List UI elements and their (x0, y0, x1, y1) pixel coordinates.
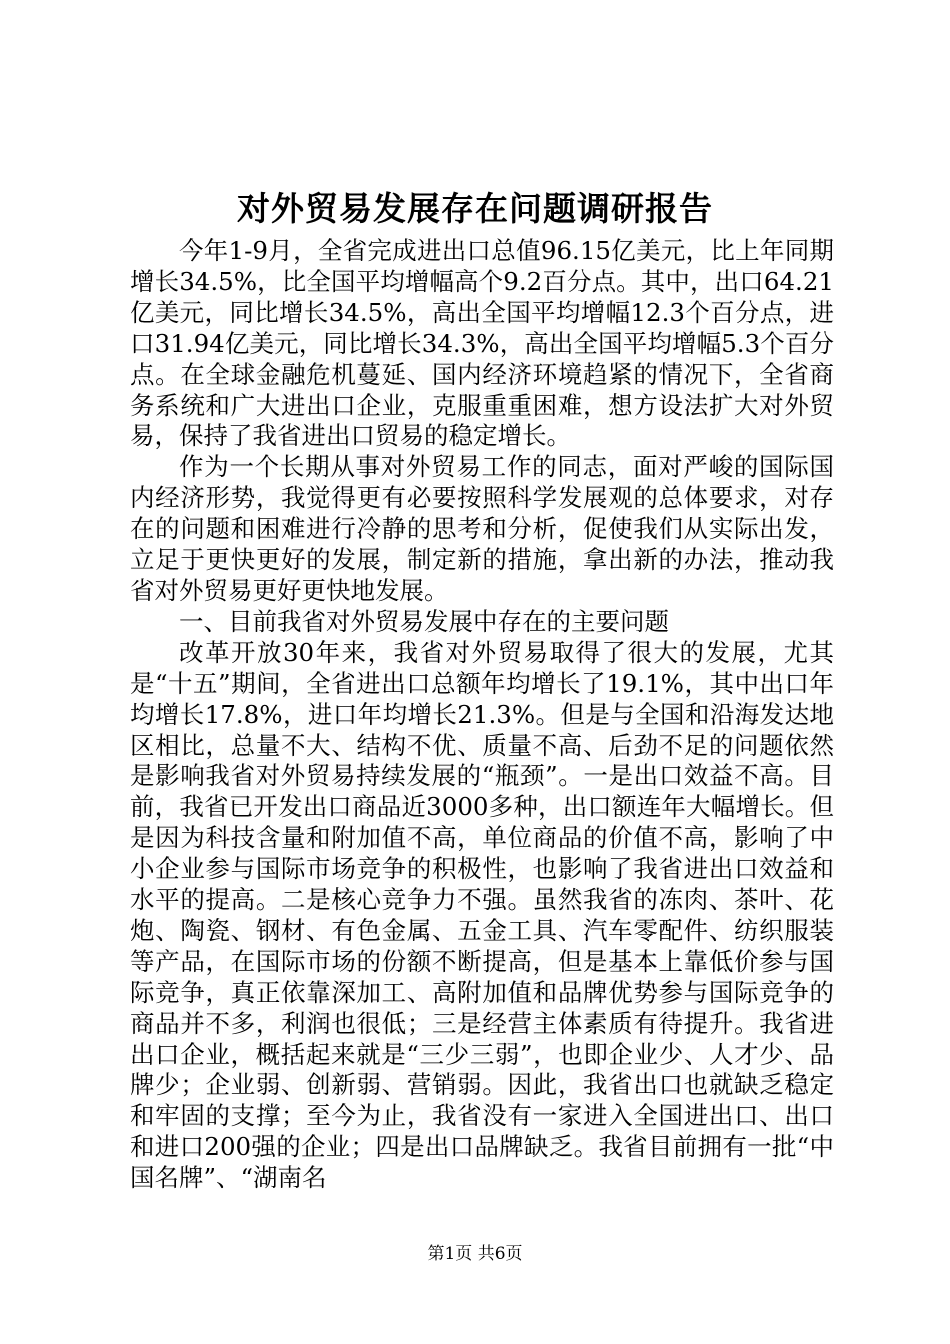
document-body (130, 236, 834, 1194)
section-heading-main-problems: 一、目前我省对外贸易发展中存在的主要问题 (179, 606, 669, 636)
page-number-footer: 第1页 共6页 (427, 1244, 523, 1264)
document-title: 对外贸易发展存在问题调研报告 (237, 189, 713, 228)
paragraph-trade-summary: 今年1-9月，全省完成进出口总值96.15亿美元，比上年同期增长34.5%，比全国平均增幅高个9.2百分点。其中，出口64.21亿美元，同比增长34.5%，高出全国平均增幅12.3个百分点，进口31.94亿美元，同比增长34.3%，高出全国平均增幅5.3个百分点。在全球金融危机蔓延、国内经济环境趋紧的情况下，全省商务系统和广大进出口企业，克服重重困难，想方设法扩大对外贸易，保持了我省进出口贸易的稳定增长。 (130, 236, 834, 451)
paragraph-author-view: 作为一个长期从事对外贸易工作的同志，面对严峻的国际国内经济形势，我觉得更有必要按照科学发展观的总体要求，对存在的问题和困难进行冷静的思考和分析，促使我们从实际出发，立足于更快更好的发展，制定新的措施，拿出新的办法，推动我省对外贸易更好更快地发展。 (130, 452, 834, 605)
paragraph-problems-detail: 改革开放30年来，我省对外贸易取得了很大的发展，尤其是“十五”期间，全省进出口总额年均增长了19.1%，其中出口年均增长17.8%，进口年均增长21.3%。但是与全国和沿海发达地区相比，总量不大、结构不优、质量不高、后劲不足的问题依然是影响我省对外贸易持续发展的“瓶颈”。一是出口效益不高。目前，我省已开发出口商品近3000多种，出口额连年大幅增长。但是因为科技含量和附加值不高，单位商品的价值不高，影响了中小企业参与国际市场竞争的积极性，也影响了我省进出口效益和水平的提高。二是核心竞争力不强。虽然我省的冻肉、茶叶、花炮、陶瓷、钢材、有色金属、五金工具、汽车零配件、纺织服装等产品，在国际市场的份额不断提高，但是基本上靠低价参与国际竞争，真正依靠深加工、高附加值和品牌优势参与国际竞争的商品并不多，利润也很低；三是经营主体素质有待提升。我省进出口企业，概括起来就是“三少三弱”，也即企业少、人才少、品牌少；企业弱、创新弱、营销弱。因此，我省出口也就缺乏稳定和牢固的支撑；至今为止，我省没有一家进入全国进出口、出口和进口200强的企业；四是出口品牌缺乏。我省目前拥有一批“中国名牌”、“湖南名 (130, 637, 834, 1193)
